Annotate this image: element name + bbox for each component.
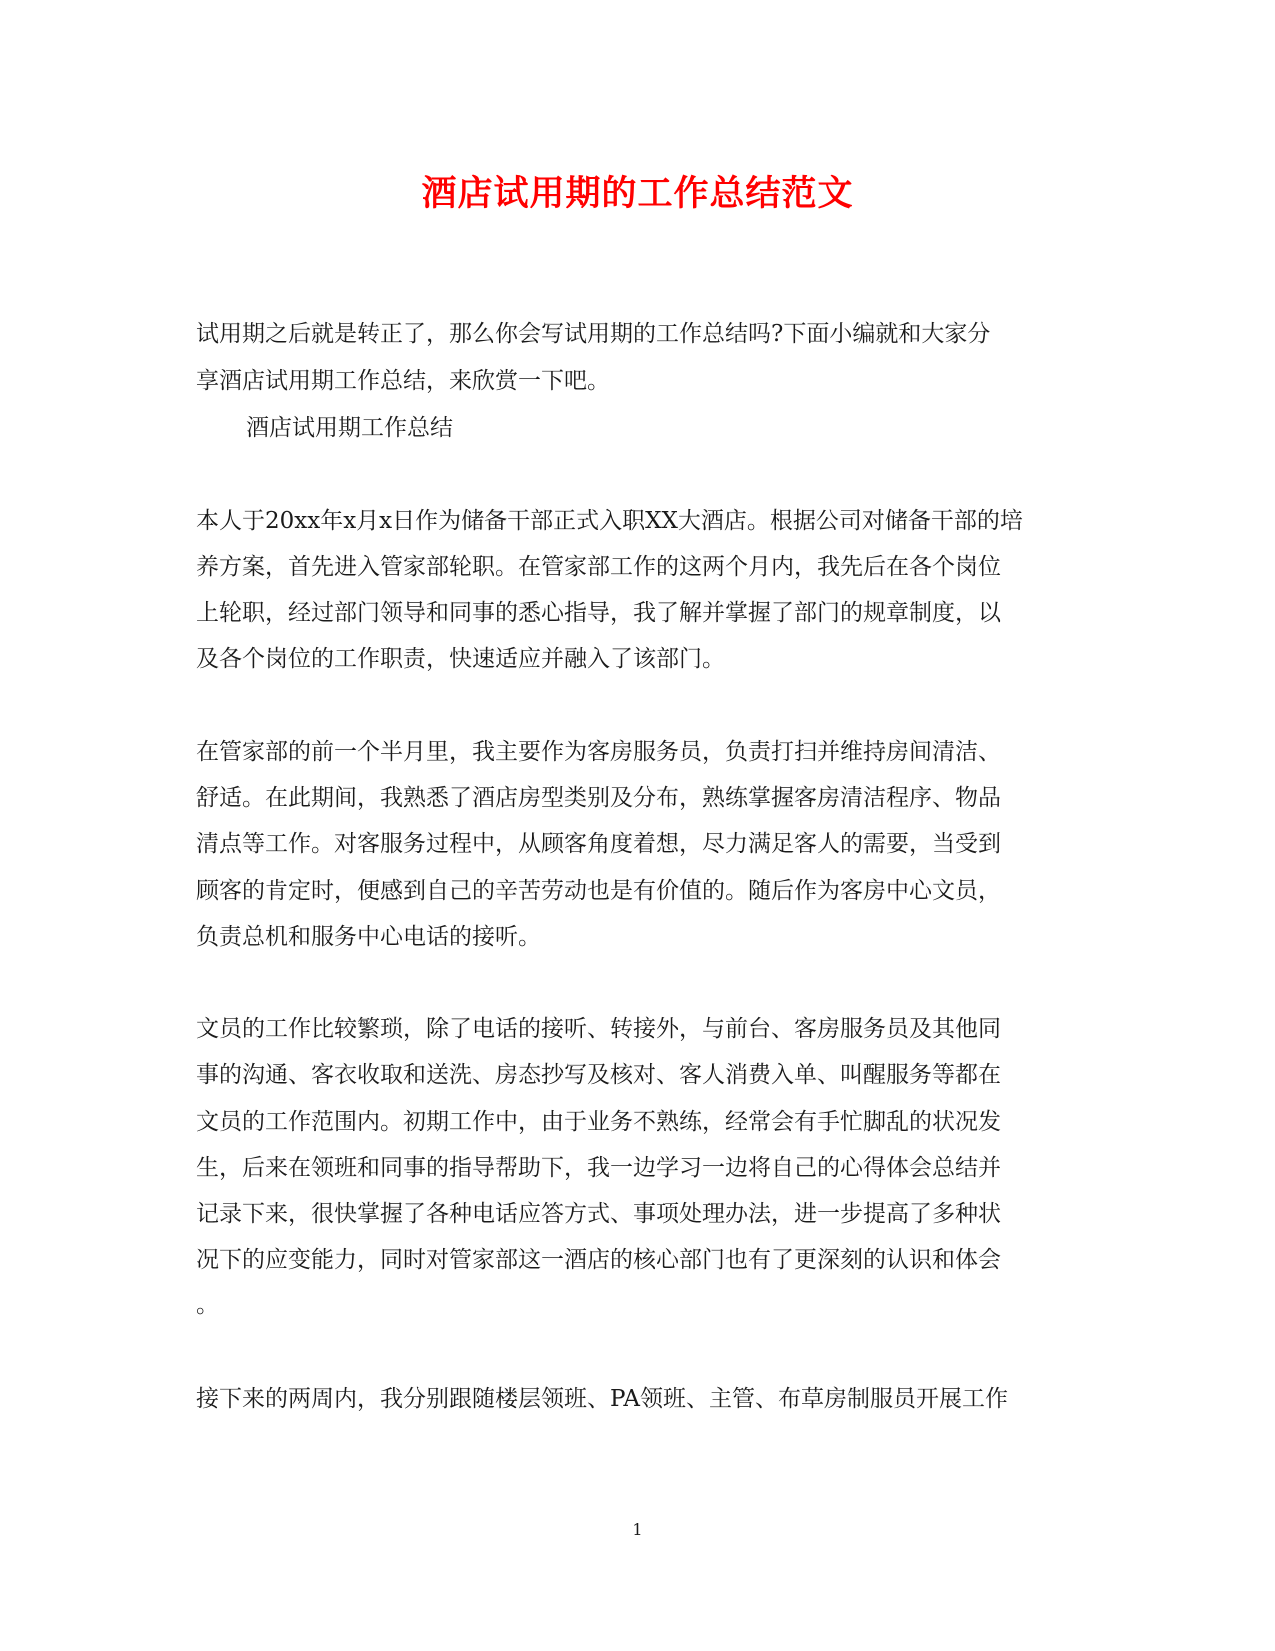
- text-line: 负责总机和服务中心电话的接听。: [196, 924, 541, 950]
- text-line: 况下的应变能力，同时对管家部这一酒店的核心部门也有了更深刻的认识和体会: [196, 1247, 1001, 1273]
- section-heading: 酒店试用期工作总结: [246, 415, 453, 441]
- text-line: 本人于20xx年x月x日作为储备干部正式入职XX大酒店。根据公司对储备干部的培: [196, 508, 1023, 534]
- text-line: 接下来的两周内，我分别跟随楼层领班、PA领班、主管、布草房制服员开展工作: [196, 1386, 1008, 1412]
- text-line: 清点等工作。对客服务过程中，从顾客角度着想，尽力满足客人的需要，当受到: [196, 831, 1001, 857]
- text-line: 上轮职，经过部门领导和同事的悉心指导，我了解并掌握了部门的规章制度，以: [196, 600, 1001, 626]
- text-line: 。: [196, 1292, 219, 1318]
- text-line: 享酒店试用期工作总结，来欣赏一下吧。: [196, 368, 610, 394]
- text-line: 在管家部的前一个半月里，我主要作为客房服务员，负责打扫并维持房间清洁、: [196, 739, 1001, 765]
- page-number: 1: [632, 1520, 643, 1539]
- text-line: 事的沟通、客衣收取和送洗、房态抄写及核对、客人消费入单、叫醒服务等都在: [196, 1062, 1001, 1088]
- text-line: 文员的工作范围内。初期工作中，由于业务不熟练，经常会有手忙脚乱的状况发: [196, 1109, 1001, 1135]
- text-line: 舒适。在此期间，我熟悉了酒店房型类别及分布，熟练掌握客房清洁程序、物品: [196, 785, 1001, 811]
- text-line: 文员的工作比较繁琐，除了电话的接听、转接外，与前台、客房服务员及其他同: [196, 1016, 1001, 1042]
- text-line: 及各个岗位的工作职责，快速适应并融入了该部门。: [196, 646, 725, 672]
- text-line: 试用期之后就是转正了，那么你会写试用期的工作总结吗?下面小编就和大家分: [196, 321, 991, 347]
- text-line: 生，后来在领班和同事的指导帮助下，我一边学习一边将自己的心得体会总结并: [196, 1155, 1001, 1181]
- text-line: 养方案，首先进入管家部轮职。在管家部工作的这两个月内，我先后在各个岗位: [196, 554, 1001, 580]
- text-line: 记录下来，很快掌握了各种电话应答方式、事项处理办法，进一步提高了多种状: [196, 1201, 1001, 1227]
- text-line: 顾客的肯定时，便感到自己的辛苦劳动也是有价值的。随后作为客房中心文员，: [196, 878, 1001, 904]
- document-title: 酒店试用期的工作总结范文: [421, 173, 854, 214]
